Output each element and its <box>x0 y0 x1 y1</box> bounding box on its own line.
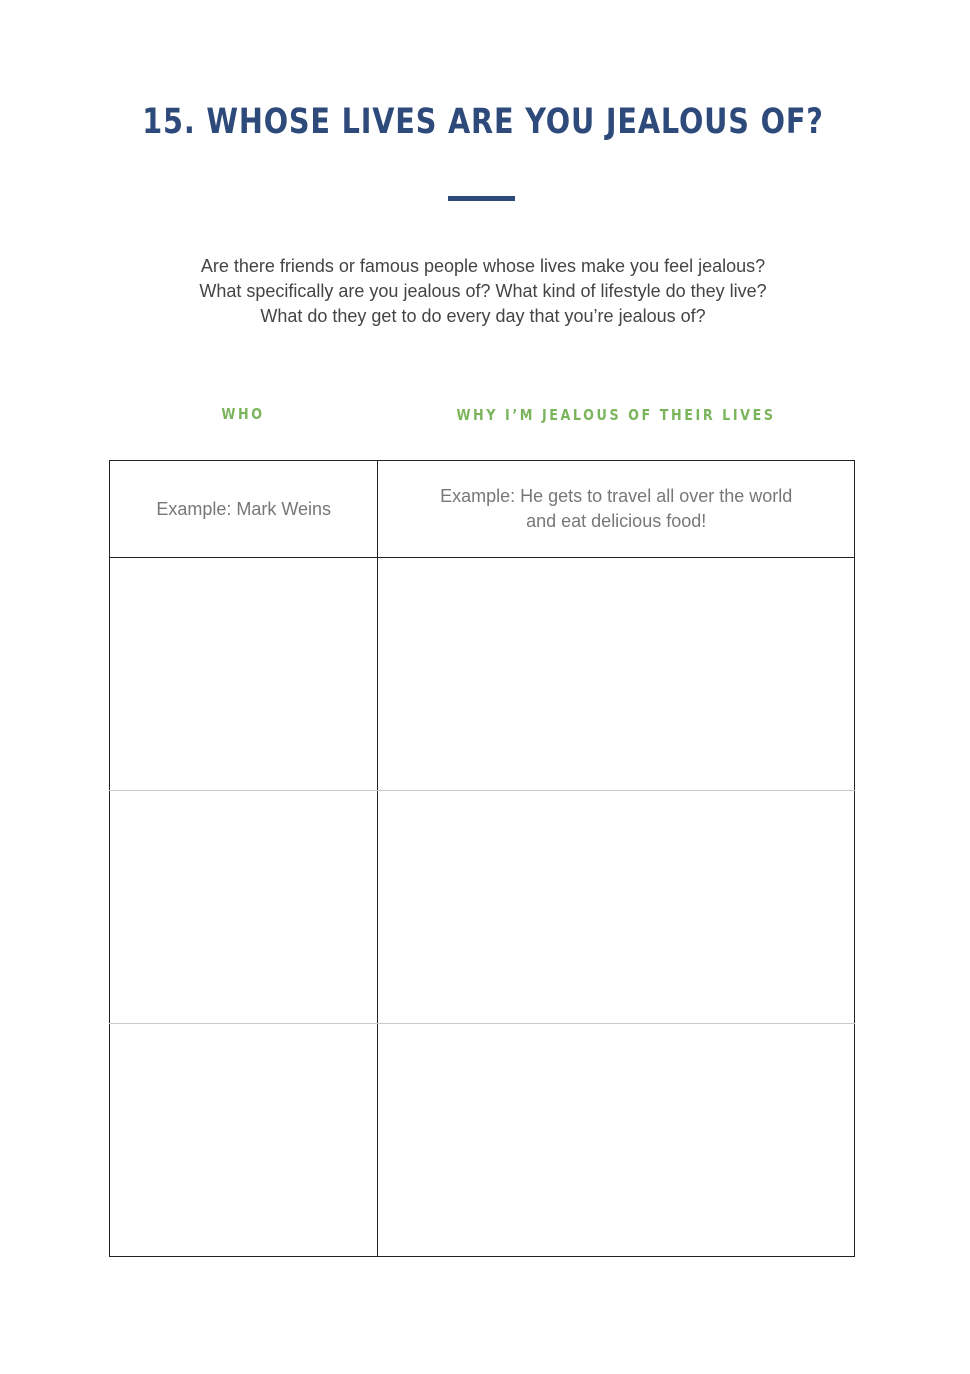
example-who-cell <box>110 461 378 558</box>
example-why-text-line: and eat delicious food! <box>526 511 707 531</box>
column-header-why: WHY I’M JEALOUS OF THEIR LIVES <box>456 406 776 424</box>
why-entry-cell[interactable] <box>378 791 855 1024</box>
example-who-text: Example: Mark Weins <box>156 498 332 519</box>
who-entry-cell[interactable] <box>110 1024 378 1257</box>
entry-row <box>110 1024 855 1257</box>
jealousy-worksheet-table <box>109 460 855 1257</box>
intro-line: What specifically are you jealous of? What kind of lifestyle do they live? <box>199 281 767 301</box>
intro-line: Are there friends or famous people whose lives make you feel jealous? <box>200 256 766 276</box>
title-divider <box>448 196 515 201</box>
who-entry-cell[interactable] <box>110 558 378 791</box>
entry-row <box>110 558 855 791</box>
entry-row <box>110 791 855 1024</box>
intro-paragraph <box>0 254 966 329</box>
who-entry-cell[interactable] <box>110 791 378 1024</box>
column-header-who: WHO <box>221 405 265 423</box>
why-entry-cell[interactable] <box>378 1024 855 1257</box>
page-title: 15. WHOSE LIVES ARE YOU JEALOUS OF? <box>142 102 824 142</box>
intro-line: What do they get to do every day that you’re jealous of? <box>260 306 706 326</box>
example-why-cell <box>378 461 855 558</box>
example-why-text-line: Example: He gets to travel all over the world <box>440 486 793 506</box>
example-row <box>110 461 855 558</box>
why-entry-cell[interactable] <box>378 558 855 791</box>
